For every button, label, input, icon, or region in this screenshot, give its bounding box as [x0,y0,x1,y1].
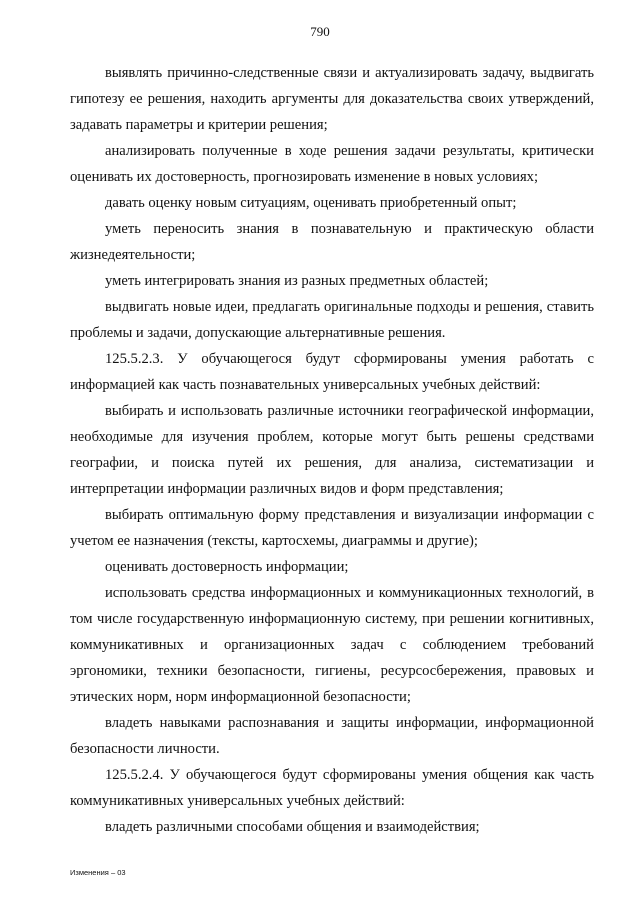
section-heading-paragraph: 125.5.2.3. У обучающегося будут сформированы умения работать с информацией как часть познавательных универсальных учебных действий: [70,351,594,393]
section-heading-paragraph: 125.5.2.4. У обучающегося будут сформированы умения общения как часть коммуникативных универсальных учебных действий: [70,767,594,809]
paragraph: оценивать достоверность информации; [105,559,349,575]
paragraph: уметь интегрировать знания из разных предметных областей; [105,273,489,289]
paragraph: анализировать полученные в ходе решения задачи результаты, критически оценивать их достоверность, прогнозировать изменение в новых условиях; [70,143,594,185]
paragraph: использовать средства информационных и коммуникационных технологий, в том числе государственную информационную систему, при решении когнитивных, коммуникативных и организационных задач с соблюдением требований эргономики, техники безопасности, гигиены, ресурсосбережения, правовых и этических норм, норм информационной безопасности; [70,585,594,705]
paragraph: владеть навыками распознавания и защиты информации, информационной безопасности личности. [70,715,594,757]
paragraph: выбирать и использовать различные источники географической информации, необходимые для изучения проблем, которые могут быть решены средствами географии, и поиска путей их решения, для анализа, систематизации и интерпретации информации различных видов и форм представления; [70,403,594,497]
paragraph: выдвигать новые идеи, предлагать оригинальные подходы и решения, ставить проблемы и задачи, допускающие альтернативные решения. [70,299,594,341]
footer-note: Изменения – 03 [70,868,126,877]
page-number: 790 [310,24,330,39]
document-body [70,60,594,840]
paragraph: выявлять причинно-следственные связи и актуализировать задачу, выдвигать гипотезу ее решения, находить аргументы для доказательства своих утверждений, задавать параметры и критерии решения; [70,65,594,133]
paragraph: выбирать оптимальную форму представления и визуализации информации с учетом ее назначения (тексты, картосхемы, диаграммы и другие); [70,507,594,549]
paragraph: владеть различными способами общения и взаимодействия; [105,819,480,835]
paragraph: давать оценку новым ситуациям, оценивать приобретенный опыт; [105,195,517,211]
paragraph: уметь переносить знания в познавательную и практическую области жизнедеятельности; [70,221,594,263]
